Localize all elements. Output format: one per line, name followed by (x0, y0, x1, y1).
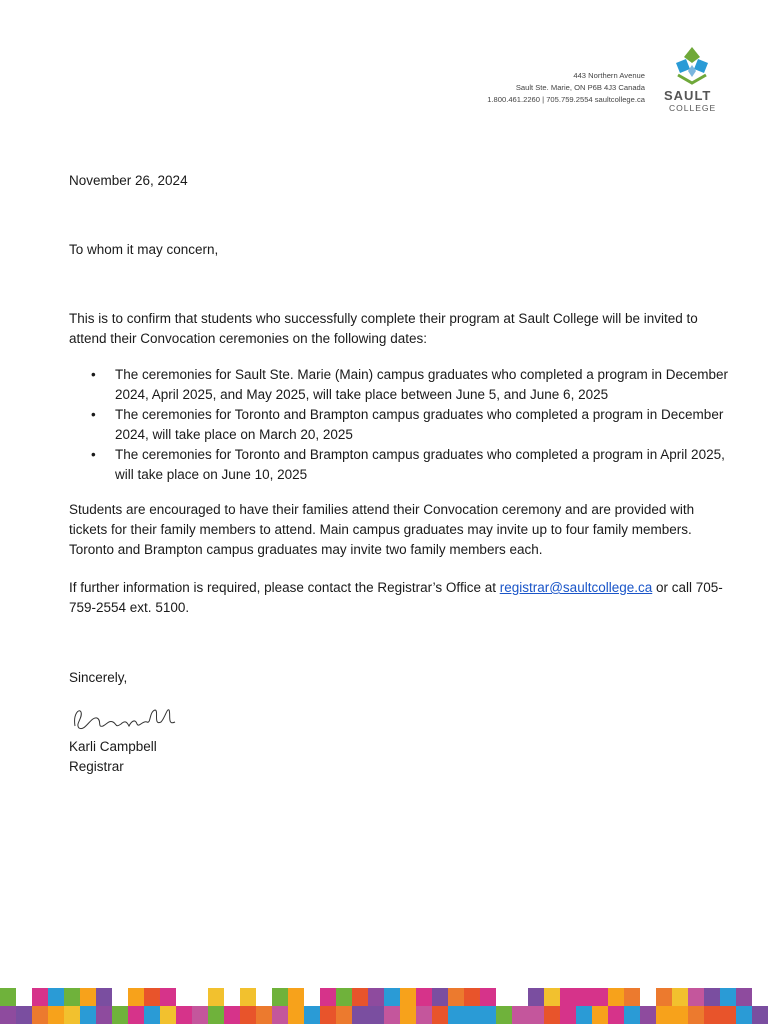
footer-block (144, 988, 160, 1006)
footer-block (480, 988, 496, 1006)
footer-block (720, 988, 736, 1006)
footer-block (752, 1006, 768, 1024)
footer-block (400, 1006, 416, 1024)
logo-mark-icon (672, 45, 712, 87)
letter-salutation: To whom it may concern, (69, 242, 219, 257)
footer-block (368, 988, 384, 1006)
footer-block (384, 988, 400, 1006)
footer-block (528, 1006, 544, 1024)
signer-block (69, 737, 157, 777)
footer-block (240, 988, 256, 1006)
footer-block (336, 988, 352, 1006)
footer-block (528, 988, 544, 1006)
footer-block (560, 1006, 576, 1024)
footer-block (288, 988, 304, 1006)
footer-block (400, 988, 416, 1006)
footer-block (32, 988, 48, 1006)
list-item (69, 365, 729, 405)
registrar-email-link[interactable]: registrar@saultcollege.ca (499, 580, 653, 595)
address-phone-web: 1.800.461.2260 | 705.759.2554 saultcollege.ca (487, 95, 645, 104)
footer-block (352, 988, 368, 1006)
footer-block (128, 988, 144, 1006)
footer-block (160, 1006, 176, 1024)
footer-block (48, 1006, 64, 1024)
footer-block (672, 988, 688, 1006)
contact-text-before: If further information is required, please contact the Registrar’s Office at (69, 580, 500, 595)
footer-block (64, 988, 80, 1006)
footer-block (96, 988, 112, 1006)
contact-text-after: or call 705-759-2554 ext. 5100. (69, 580, 723, 615)
footer-block (544, 1006, 560, 1024)
footer-block (176, 1006, 192, 1024)
sault-college-logo (664, 45, 726, 113)
footer-block (368, 1006, 384, 1024)
letter-closing: Sincerely, (69, 670, 128, 685)
footer-block (112, 1006, 128, 1024)
bullet-icon: • (91, 407, 96, 422)
signer-name: Karli Campbell (69, 739, 157, 754)
logo-word-sault: SAULT (664, 88, 712, 103)
address-street: 443 Northern Avenue (573, 71, 645, 80)
footer-block (128, 1006, 144, 1024)
footer-block (720, 1006, 736, 1024)
footer-color-blocks (0, 988, 768, 1024)
footer-block (688, 988, 704, 1006)
letter-date: November 26, 2024 (69, 173, 188, 188)
footer-block (0, 1006, 16, 1024)
footer-block (80, 1006, 96, 1024)
footer-block (448, 1006, 464, 1024)
footer-block (64, 1006, 80, 1024)
list-item (69, 445, 729, 485)
footer-block (224, 1006, 240, 1024)
footer-block (736, 1006, 752, 1024)
address-city: Sault Ste. Marie, ON P6B 4J3 Canada (515, 83, 645, 92)
family-paragraph: Students are encouraged to have their families attend their Convocation ceremony and are provided with tickets for their family members to attend. Main campus graduates may invite up to four family members. Toronto and Brampton campus graduates may invite two family members each. (69, 502, 695, 557)
footer-block (80, 988, 96, 1006)
footer-block (304, 1006, 320, 1024)
list-item-text: The ceremonies for Sault Ste. Marie (Main) campus graduates who completed a program in December 2024, April 2025, and May 2025, will take place between June 5, and June 6, 2025 (115, 367, 729, 402)
bullet-icon: • (91, 367, 96, 382)
footer-block (272, 988, 288, 1006)
footer-block (144, 1006, 160, 1024)
footer-block (48, 988, 64, 1006)
footer-block (704, 1006, 720, 1024)
footer-block (96, 1006, 112, 1024)
footer-block (0, 988, 16, 1006)
footer-block (736, 988, 752, 1006)
signature (69, 702, 179, 736)
footer-block (464, 988, 480, 1006)
footer-block (336, 1006, 352, 1024)
footer-block (672, 1006, 688, 1024)
list-item-text: The ceremonies for Toronto and Brampton campus graduates who completed a program in April 2025, will take place on June 10, 2025 (115, 447, 725, 482)
footer-block (432, 1006, 448, 1024)
footer-block (208, 988, 224, 1006)
footer-block (384, 1006, 400, 1024)
footer-block (656, 988, 672, 1006)
footer-block (272, 1006, 288, 1024)
footer-block (448, 988, 464, 1006)
footer-block (592, 988, 608, 1006)
footer-block (240, 1006, 256, 1024)
footer-block (16, 1006, 32, 1024)
logo-word-college: COLLEGE (669, 103, 717, 113)
footer-block (352, 1006, 368, 1024)
footer-block (288, 1006, 304, 1024)
footer-block (624, 988, 640, 1006)
list-item-text: The ceremonies for Toronto and Brampton campus graduates who completed a program in December 2024, will take place on March 20, 2025 (115, 407, 724, 442)
footer-block (256, 1006, 272, 1024)
intro-paragraph: This is to confirm that students who successfully complete their program at Sault College will be invited to attend their Convocation ceremonies on the following dates: (69, 311, 698, 346)
footer-block (416, 1006, 432, 1024)
footer-block (160, 988, 176, 1006)
footer-block (544, 988, 560, 1006)
bullet-icon: • (91, 447, 96, 462)
footer-block (320, 1006, 336, 1024)
footer-block (464, 1006, 480, 1024)
footer-block (656, 1006, 672, 1024)
contact-paragraph (69, 578, 729, 618)
footer-block (608, 1006, 624, 1024)
footer-block (624, 1006, 640, 1024)
footer-block (416, 988, 432, 1006)
footer-block (512, 1006, 528, 1024)
ceremony-list (69, 365, 729, 485)
letterhead-address (487, 70, 645, 106)
footer-block (560, 988, 576, 1006)
footer-block (640, 1006, 656, 1024)
footer-block (208, 1006, 224, 1024)
footer-block (704, 988, 720, 1006)
list-item (69, 405, 729, 445)
footer-block (688, 1006, 704, 1024)
footer-block (432, 988, 448, 1006)
signer-title: Registrar (69, 759, 124, 774)
footer-block (608, 988, 624, 1006)
footer-block (320, 988, 336, 1006)
footer-block (192, 1006, 208, 1024)
footer-block (480, 1006, 496, 1024)
footer-block (576, 988, 592, 1006)
footer-block (496, 1006, 512, 1024)
footer-block (576, 1006, 592, 1024)
footer-block (32, 1006, 48, 1024)
footer-block (592, 1006, 608, 1024)
